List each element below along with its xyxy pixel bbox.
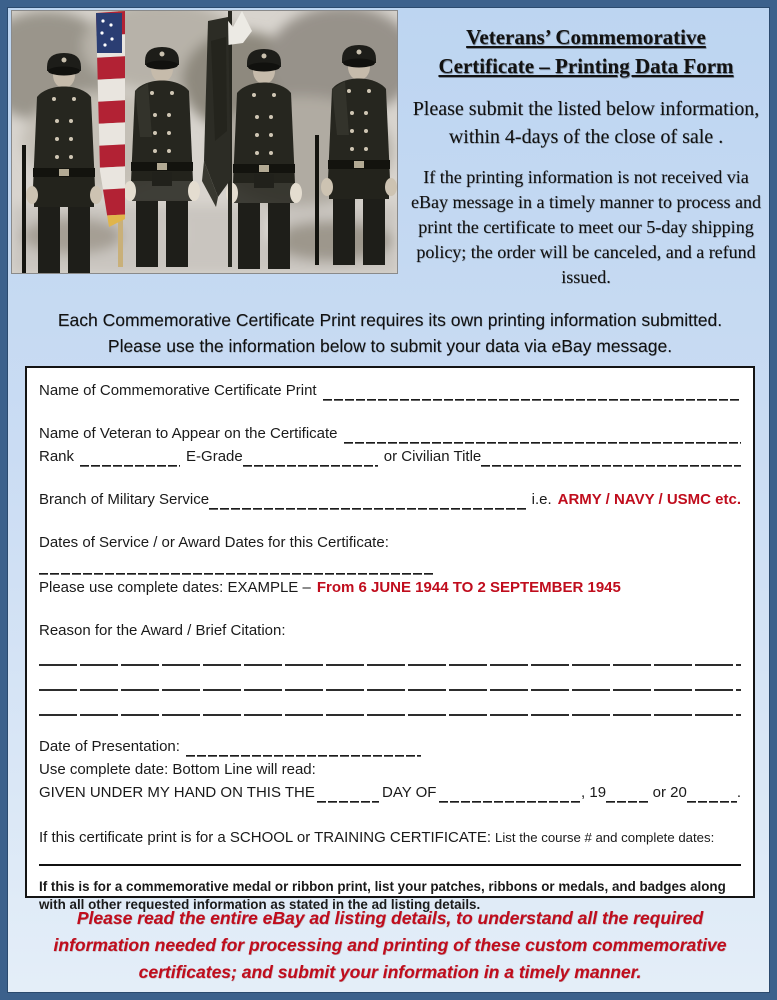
civilian-title-label: or Civilian Title <box>383 448 482 465</box>
day-of-label: DAY OF <box>382 784 437 801</box>
complete-date-note-row <box>39 759 741 780</box>
citation-blank-3 <box>39 711 741 716</box>
or-20-label: or 20 <box>652 784 687 801</box>
school-row <box>39 827 741 848</box>
presentation-date-row <box>39 736 741 757</box>
rank-label: Rank <box>39 448 75 465</box>
service-dates-label: Dates of Service / or Award Dates for this Certificate: <box>39 534 389 551</box>
veteran-name-label: Name of Veteran to Appear on the Certificate <box>39 425 338 442</box>
branch-row <box>39 489 741 510</box>
rank-blank <box>80 463 180 467</box>
egrade-blank <box>243 463 378 467</box>
intro-paragraph: Each Commemorative Certificate Print requires its own printing information submitted. Please use the information below to submit your data via eBay message. <box>57 310 723 356</box>
given-under-period: . <box>736 784 741 801</box>
school-note: List the course # and complete dates: <box>495 830 715 845</box>
rank-row <box>39 446 741 467</box>
school-label: If this certificate print is for a SCHOOL or TRAINING CERTIFICATE: <box>39 829 492 846</box>
dates-example-prefix: Please use complete dates: EXAMPLE – <box>39 579 311 596</box>
service-dates-blank <box>39 571 434 575</box>
dates-example: From 6 JUNE 1944 TO 2 SEPTEMBER 1945 <box>316 579 621 596</box>
complete-date-note: Use complete date: Bottom Line will read: <box>39 761 316 778</box>
branch-label: Branch of Military Service <box>39 491 210 508</box>
service-dates-blank-row <box>39 571 741 575</box>
header-column <box>405 23 767 290</box>
citation-blank-1 <box>39 661 741 666</box>
certificate-print-name-row <box>39 380 741 401</box>
branch-example-prefix: i.e. <box>531 491 552 508</box>
certificate-print-name-label: Name of Commemorative Certificate Print <box>39 382 317 399</box>
citation-blank-2 <box>39 686 741 691</box>
given-under-row <box>39 782 741 803</box>
year20-blank <box>687 799 737 803</box>
branch-blank <box>209 506 526 510</box>
service-dates-row <box>39 532 741 553</box>
medal-note: If this is for a commemorative medal or ribbon print, list your patches, ribbons or medals, and badges along with all other requested information as stated in the ad listing details. <box>39 879 726 912</box>
submit-instructions: Please submit the listed below information, within 4-days of the close of sale . <box>412 98 760 148</box>
year19-blank <box>606 799 650 803</box>
footer-warning: Please read the entire eBay ad listing details, to understand all the required information needed for processing and printing of these custom commemorative certificates; and submit your information in a timely manner. <box>53 908 727 982</box>
veteran-name-blank <box>344 440 741 444</box>
page-title <box>405 23 767 81</box>
school-answer-line <box>39 864 741 866</box>
presentation-date-label: Date of Presentation: <box>39 738 180 755</box>
page-title-line2: Certificate – Printing Data Form <box>438 54 734 78</box>
printing-data-form <box>25 366 755 912</box>
branch-example: ARMY / NAVY / USMC etc. <box>557 491 741 508</box>
citation-label: Reason for the Award / Brief Citation: <box>39 622 286 639</box>
dates-example-row <box>39 577 741 598</box>
citation-row <box>39 620 741 641</box>
certificate-print-name-blank <box>323 397 741 401</box>
color-guard-photo-art <box>12 11 397 273</box>
civilian-title-blank <box>481 463 741 467</box>
month-blank <box>439 799 581 803</box>
egrade-label: E-Grade <box>186 448 243 465</box>
comma-19-label: , 19 <box>581 784 607 801</box>
presentation-date-blank <box>186 753 421 757</box>
veteran-name-row <box>39 423 741 444</box>
given-under-prefix: GIVEN UNDER MY HAND ON THIS THE <box>39 784 315 801</box>
cancellation-notice: If the printing information is not received via eBay message in a timely manner to process and print the certificate to meet our 5-day shipping policy; the order will be canceled, and a refund issued. <box>411 167 761 287</box>
color-guard-photo <box>12 11 397 273</box>
day-blank <box>317 799 379 803</box>
page-title-line1: Veterans’ Commemorative <box>466 25 706 49</box>
